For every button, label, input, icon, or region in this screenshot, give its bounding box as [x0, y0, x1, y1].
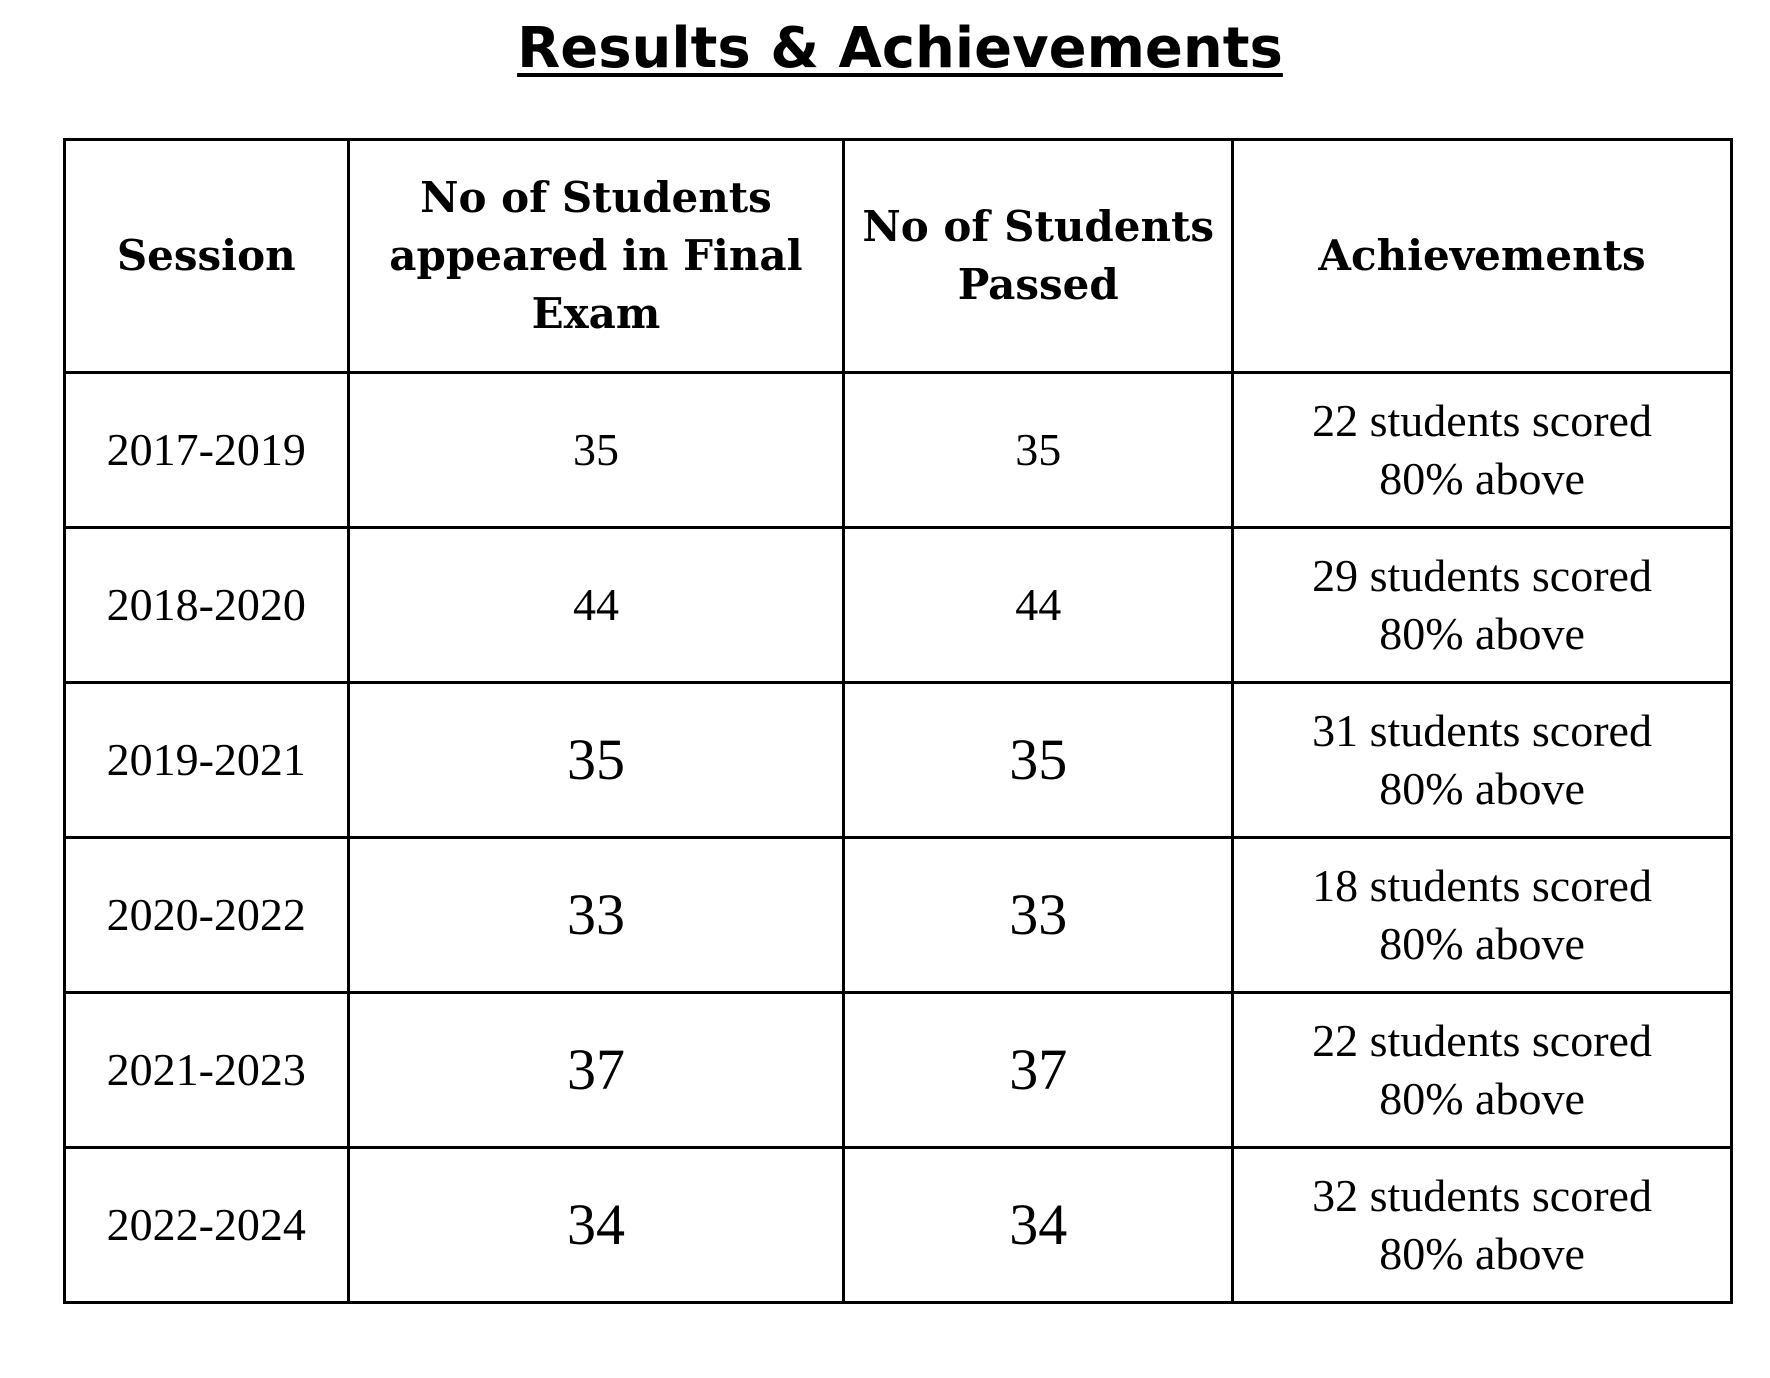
session-cell: 2018-2020	[65, 528, 349, 683]
achievement-line-2: 80% above	[1379, 918, 1585, 969]
achievement-line-2: 80% above	[1379, 763, 1585, 814]
session-cell: 2019-2021	[65, 683, 349, 838]
table-row	[65, 838, 1732, 993]
page-title	[0, 14, 1770, 84]
table-row	[65, 1148, 1732, 1303]
achievement-cell	[1233, 838, 1732, 993]
session-cell: 2020-2022	[65, 838, 349, 993]
achievement-line-1: 22 students scored	[1312, 395, 1652, 446]
session-cell: 2017-2019	[65, 373, 349, 528]
table-row	[65, 528, 1732, 683]
table-row	[65, 993, 1732, 1148]
achievement-line-1: 22 students scored	[1312, 1015, 1652, 1066]
achievement-line-2: 80% above	[1379, 608, 1585, 659]
achievement-line-2: 80% above	[1379, 1073, 1585, 1124]
passed-cell: 35	[844, 683, 1233, 838]
header-passed: No of Students Passed	[844, 140, 1233, 373]
passed-cell: 35	[844, 373, 1233, 528]
header-achievements: Achievements	[1233, 140, 1732, 373]
achievement-cell	[1233, 528, 1732, 683]
appeared-cell: 44	[348, 528, 844, 683]
table-row	[65, 373, 1732, 528]
achievement-cell	[1233, 1148, 1732, 1303]
page-title-text: Results & Achievements	[517, 16, 1283, 81]
passed-cell: 44	[844, 528, 1233, 683]
header-appeared: No of Students appeared in Final Exam	[348, 140, 844, 373]
session-cell: 2021-2023	[65, 993, 349, 1148]
achievement-line-1: 32 students scored	[1312, 1170, 1652, 1221]
passed-cell: 34	[844, 1148, 1233, 1303]
achievement-line-2: 80% above	[1379, 453, 1585, 504]
achievement-line-1: 31 students scored	[1312, 705, 1652, 756]
appeared-cell: 33	[348, 838, 844, 993]
results-table	[63, 138, 1733, 1304]
achievement-cell	[1233, 993, 1732, 1148]
achievement-line-1: 29 students scored	[1312, 550, 1652, 601]
table-row	[65, 683, 1732, 838]
appeared-cell: 37	[348, 993, 844, 1148]
appeared-cell: 35	[348, 683, 844, 838]
passed-cell: 37	[844, 993, 1233, 1148]
achievement-line-1: 18 students scored	[1312, 860, 1652, 911]
achievement-cell	[1233, 683, 1732, 838]
session-cell: 2022-2024	[65, 1148, 349, 1303]
passed-cell: 33	[844, 838, 1233, 993]
header-session: Session	[65, 140, 349, 373]
appeared-cell: 34	[348, 1148, 844, 1303]
appeared-cell: 35	[348, 373, 844, 528]
achievement-line-2: 80% above	[1379, 1228, 1585, 1279]
achievement-cell	[1233, 373, 1732, 528]
header-row	[65, 140, 1732, 373]
